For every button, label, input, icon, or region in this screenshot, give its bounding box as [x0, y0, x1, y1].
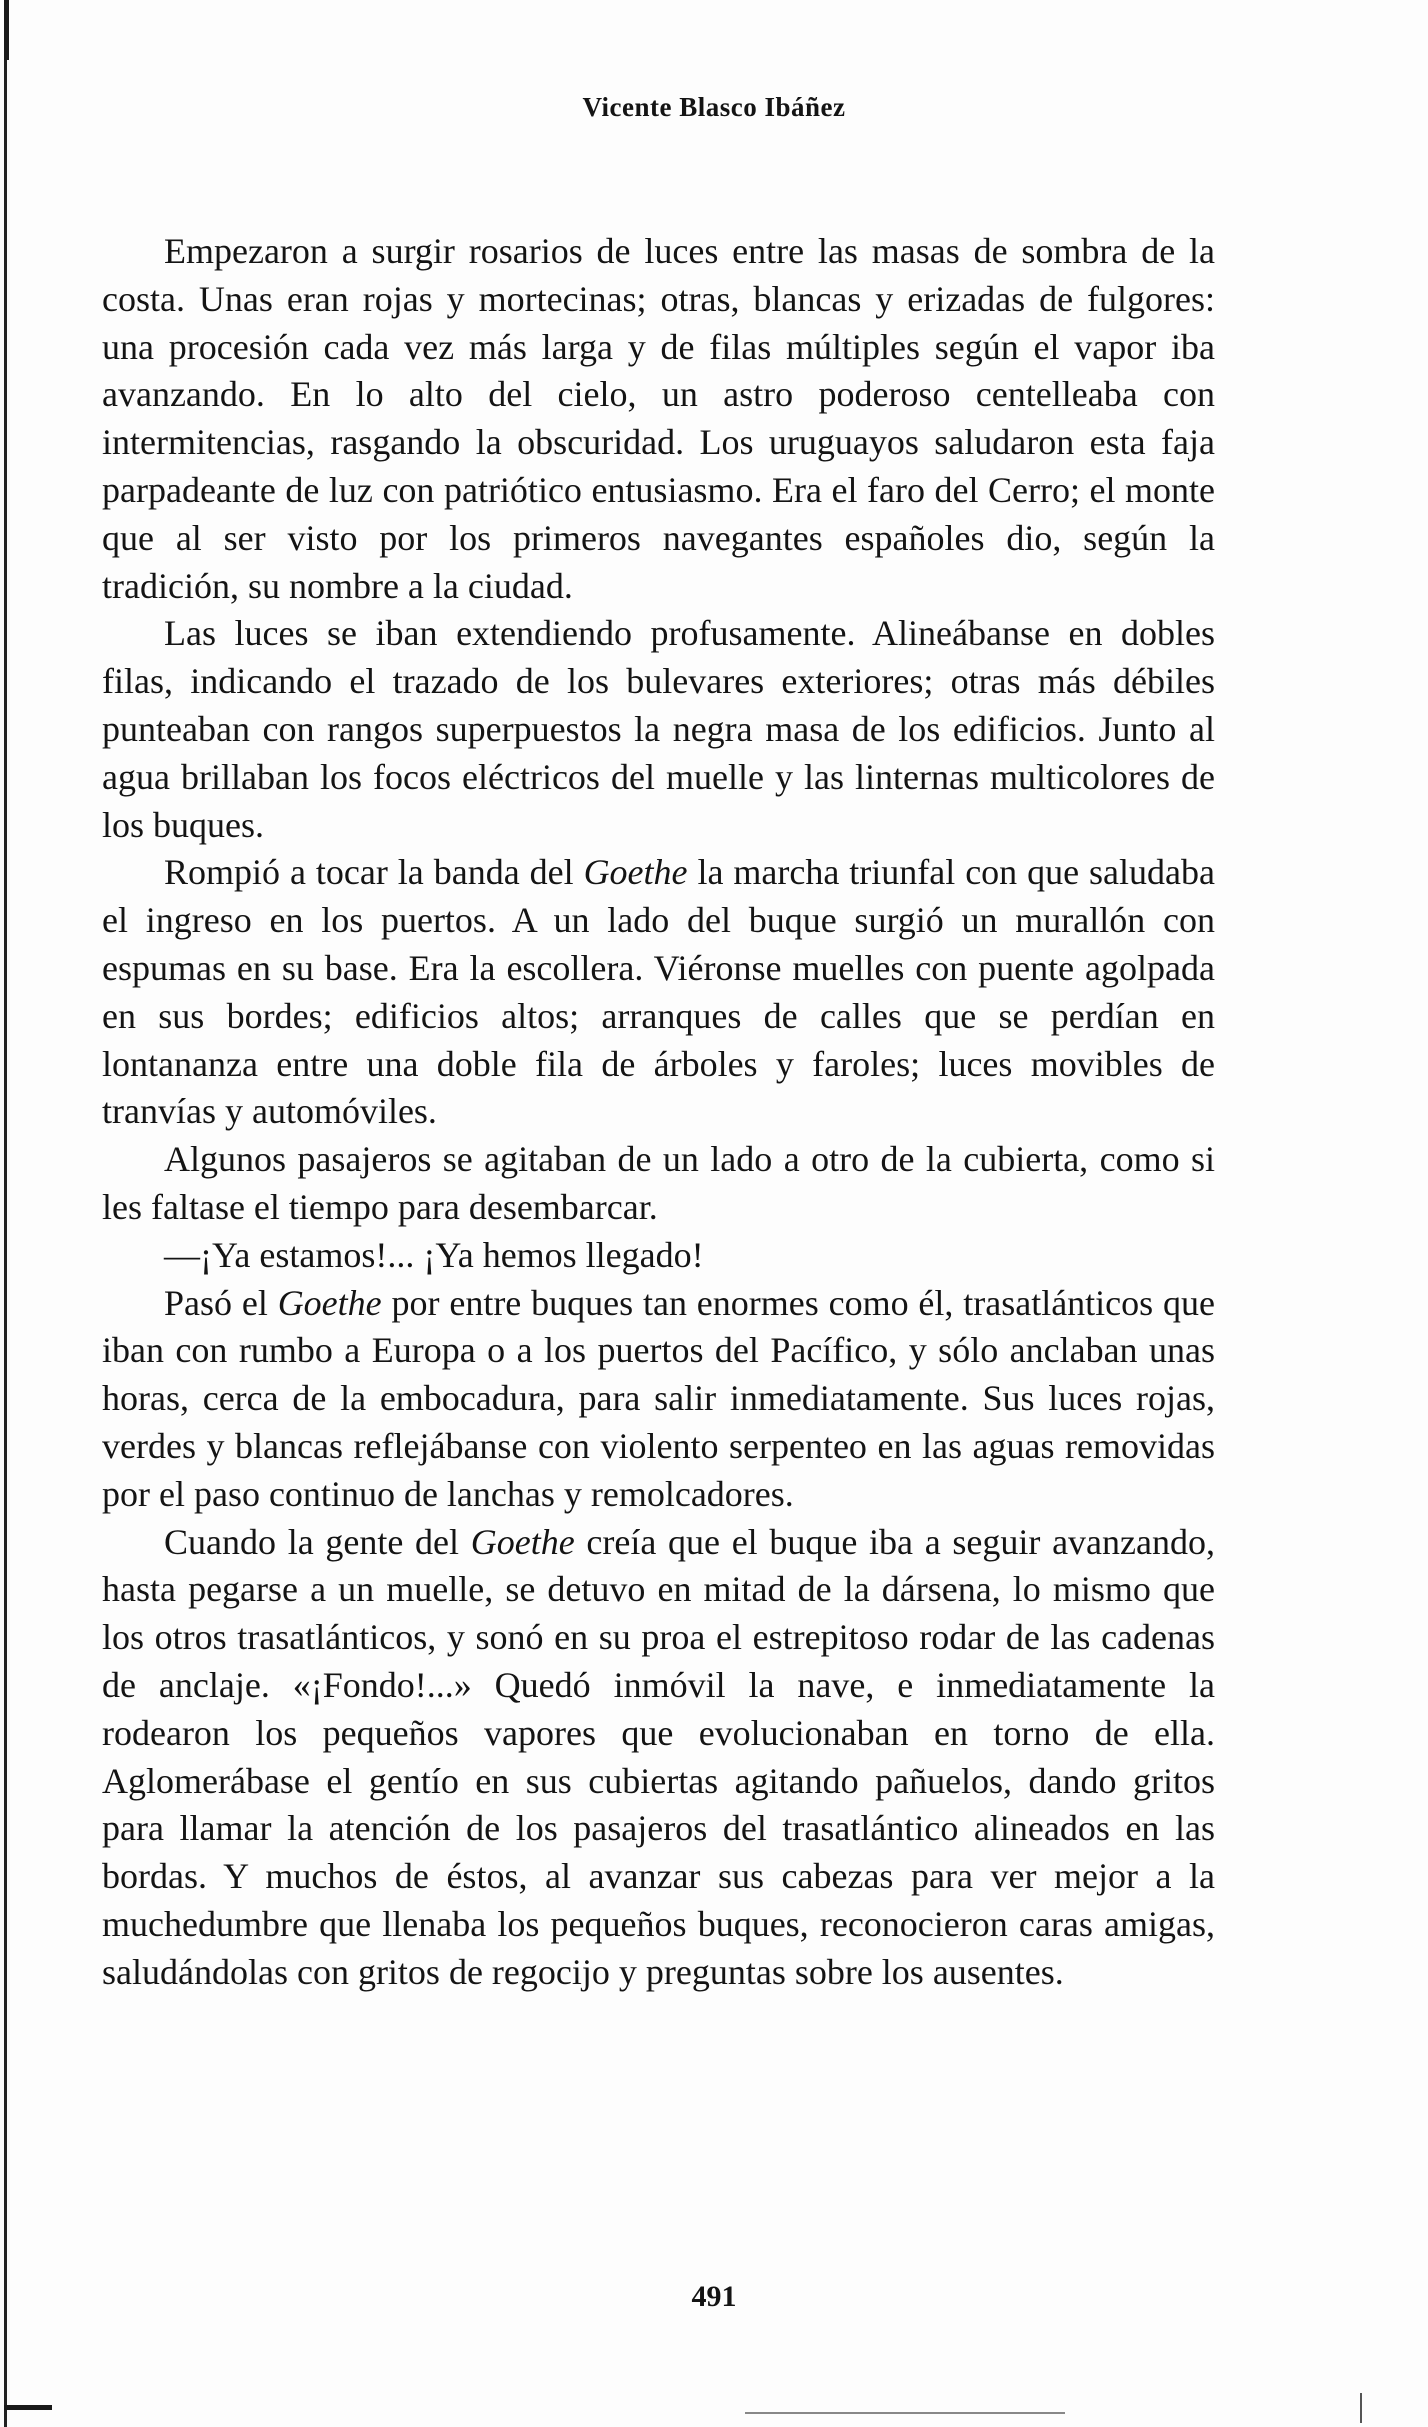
paragraph: Algunos pasajeros se agitaban de un lado a otro de la cubierta, como si les faltase el tiempo para desembarcar. — [102, 1139, 1215, 1227]
paragraph: Cuando la gente del Goethe creía que el buque iba a seguir avanzando, hasta pegarse a un muelle, se detuvo en mitad de la dársena, lo mismo que los otros trasatlánticos, y sonó en su proa el estrepitoso rodar de las cadenas de anclaje. «¡Fondo!...» Quedó inmóvil la nave, e inmediatamente la rodearon los pequeños vapores que evolucionaban en torno de ella. Aglomerábase el gentío en sus cubiertas agitando pañuelos, dando gritos para llamar la atención de los pasajeros del trasatlántico alineados en las bordas. Y muchos de éstos, al avanzar sus cabezas para ver mejor a la muchedumbre que llenaba los pequeños buques, reconocieron caras amigas, saludándolas con gritos de regocijo y preguntas sobre los ausentes. — [102, 1521, 1215, 1992]
page-number: 491 — [691, 2280, 737, 2313]
running-head: Vicente Blasco Ibáñez — [582, 92, 846, 122]
paragraph: Las luces se iban extendiendo profusamente. Alineábanse en dobles filas, indicando el trazado de los bulevares exteriores; otras más débiles punteaban con rangos superpuestos la negra masa de los edificios. Junto al agua brillaban los focos eléctricos del muelle y las linternas multicolores de los buques. — [102, 613, 1215, 845]
dialogue-line: —¡Ya estamos!... ¡Ya hemos llegado! — [164, 1234, 704, 1275]
binding-edge — [4, 0, 7, 2427]
scan-rule — [745, 2412, 1065, 2414]
ship-name: Goethe — [277, 1282, 382, 1323]
body-text — [102, 228, 1215, 1996]
binding-edge-top-mark — [4, 0, 9, 60]
paragraph: Pasó el Goethe por entre buques tan enormes como él, trasatlánticos que iban con rumbo a Europa o a los puertos del Pacífico, y sólo anclaban unas horas, cerca de la embocadura, para salir inmediatamente. Sus luces rojas, verdes y blancas reflejábanse con violento serpenteo en las aguas removidas por el paso continuo de lanchas y remolcadores. — [102, 1282, 1215, 1514]
paragraph: Rompió a tocar la banda del Goethe la marcha triunfal con que saludaba el ingreso en los puertos. A un lado del buque surgió un murallón con espumas en su base. Era la escollera. Viéronse muelles con puente agolpada en sus bordes; edificios altos; arranques de calles que se perdían en lontananza entre una doble fila de árboles y faroles; luces movibles de tranvías y automóviles. — [102, 852, 1215, 1132]
ship-name: Goethe — [583, 852, 688, 893]
binding-foot-mark — [4, 2405, 52, 2410]
scan-tick — [1360, 2393, 1362, 2423]
paragraph: Empezaron a surgir rosarios de luces entre las masas de sombra de la costa. Unas eran rojas y mortecinas; otras, blancas y erizadas de fulgores: una procesión cada vez más larga y de filas múltiples según el vapor iba avanzando. En lo alto del cielo, un astro poderoso centelleaba con intermitencias, rasgando la obscuridad. Los uruguayos saludaron esta faja parpadeante de luz con patriótico entusiasmo. Era el faro del Cerro; el monte que al ser visto por los primeros navegantes españoles dio, según la tradición, su nombre a la ciudad. — [102, 231, 1215, 606]
ship-name: Goethe — [470, 1521, 575, 1562]
